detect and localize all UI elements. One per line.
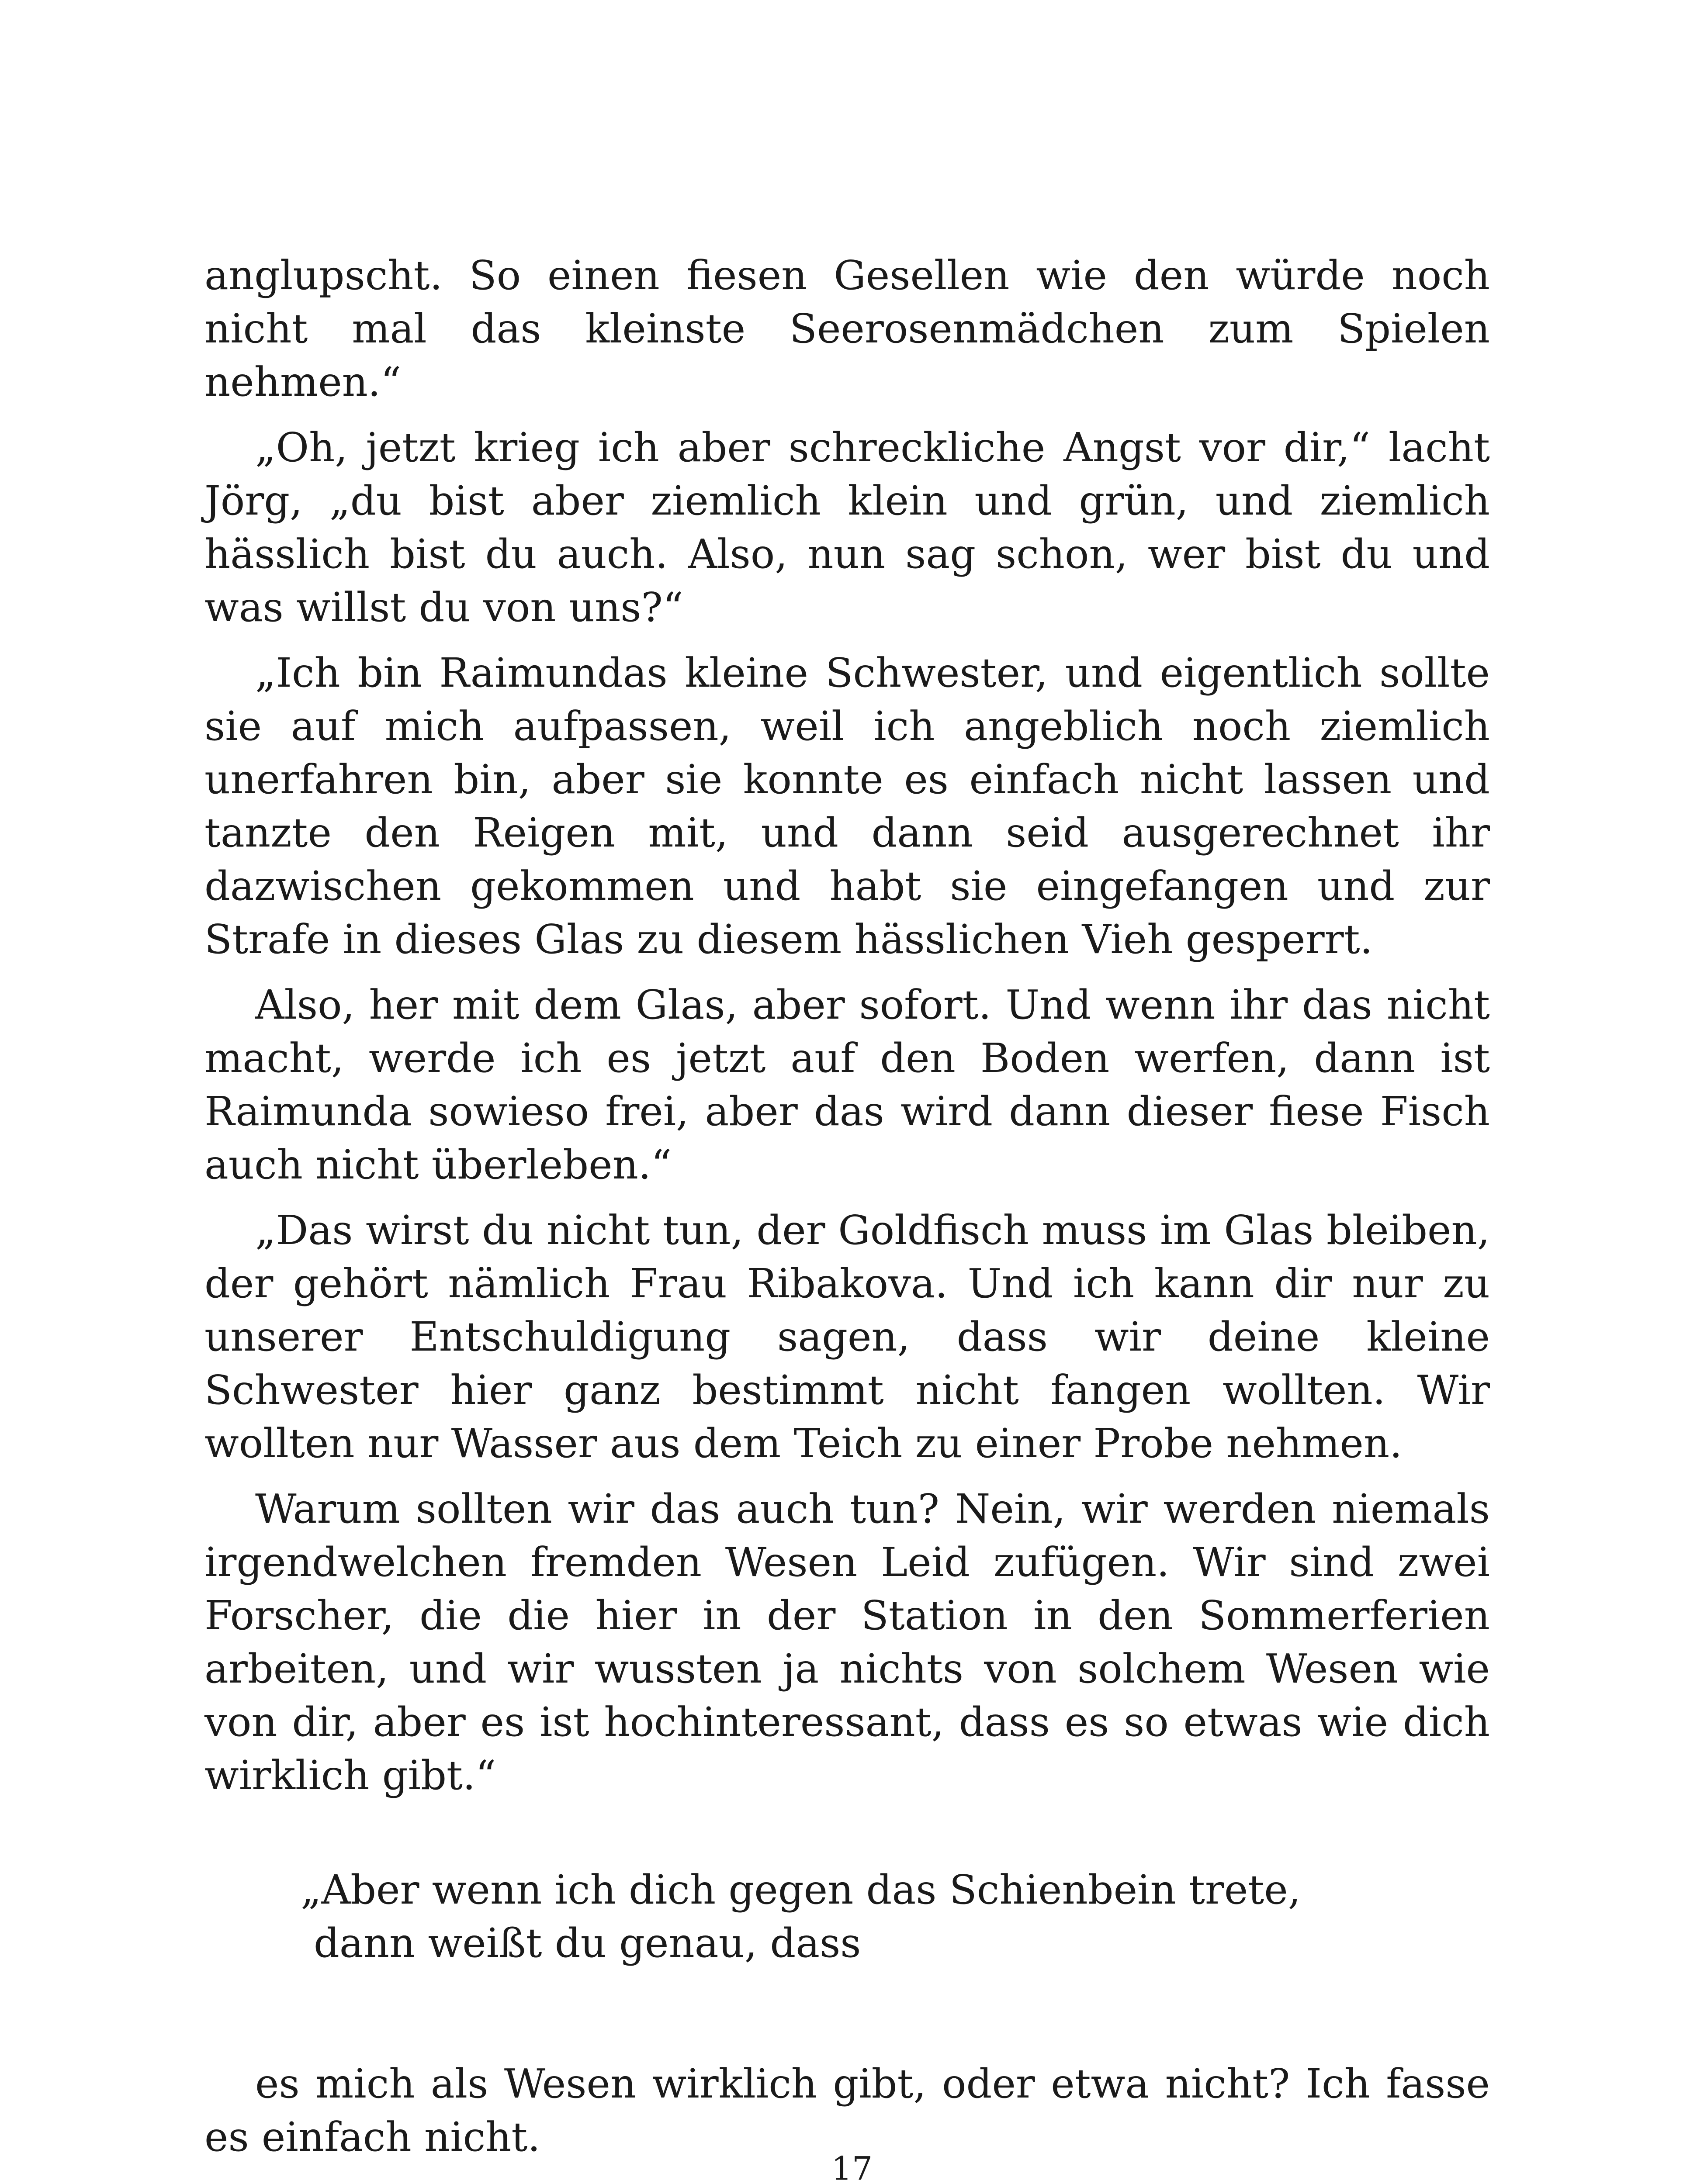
body-text (204, 249, 1490, 2164)
block-quote (204, 1863, 1490, 1970)
page-number: 17 (831, 2150, 873, 2184)
quote-line-2: dann weißt du genau, dass (314, 1920, 861, 1966)
paragraph-5: „Das wirst du nicht tun, der Goldfisch muss im Glas bleiben, der gehört nämlich Frau Ribakova. Und ich kann dir nur zu unserer Entschuldigung sagen, dass wir deine kleine Schwester hier ganz bestimmt nicht fangen wollten. Wir wollten nur Wasser aus dem Teich zu einer Probe nehmen. (204, 1207, 1490, 1467)
paragraph-after-quote: es mich als Wesen wirklich gibt, oder etwa nicht? Ich fasse es einfach nicht. (204, 2060, 1490, 2160)
paragraph-1: anglupscht. So einen fiesen Gesellen wie den würde noch nicht mal das kleinste Seerosenmädchen zum Spielen nehmen.“ (204, 252, 1490, 405)
quote-line-1: „Aber wenn ich dich gegen das Schienbein trete, (301, 1866, 1301, 1913)
paragraph-6: Warum sollten wir das auch tun? Nein, wir werden niemals irgendwelchen fremden Wesen Leid zufügen. Wir sind zwei Forscher, die die hier in der Station in den Sommerferien arbeiten, und wir wussten ja nichts von solchem Wesen wie von dir, aber es ist hochinteressant, dass es so etwas wie dich wirklich gibt.“ (204, 1486, 1490, 1799)
paragraph-2: „Oh, jetzt krieg ich aber schreckliche Angst vor dir,“ lacht Jörg, „du bist aber ziemlich klein und grün, und ziemlich hässlich bist du auch. Also, nun sag schon, wer bist du und was willst du von uns?“ (204, 424, 1490, 631)
paragraph-3: „Ich bin Raimundas kleine Schwester, und eigentlich sollte sie auf mich aufpassen, weil ich angeblich noch ziemlich unerfahren bin, aber sie konnte es einfach nicht lassen und tanzte den Reigen mit, und dann seid ausgerechnet ihr dazwischen gekommen und habt sie eingefangen und zur Strafe in dieses Glas zu diesem hässlichen Vieh gesperrt. (204, 650, 1490, 963)
paragraph-4: Also, her mit dem Glas, aber sofort. Und wenn ihr das nicht macht, werde ich es jetzt auf den Boden werfen, dann ist Raimunda sowieso frei, aber das wird dann dieser fiese Fisch auch nicht überleben.“ (204, 981, 1490, 1188)
